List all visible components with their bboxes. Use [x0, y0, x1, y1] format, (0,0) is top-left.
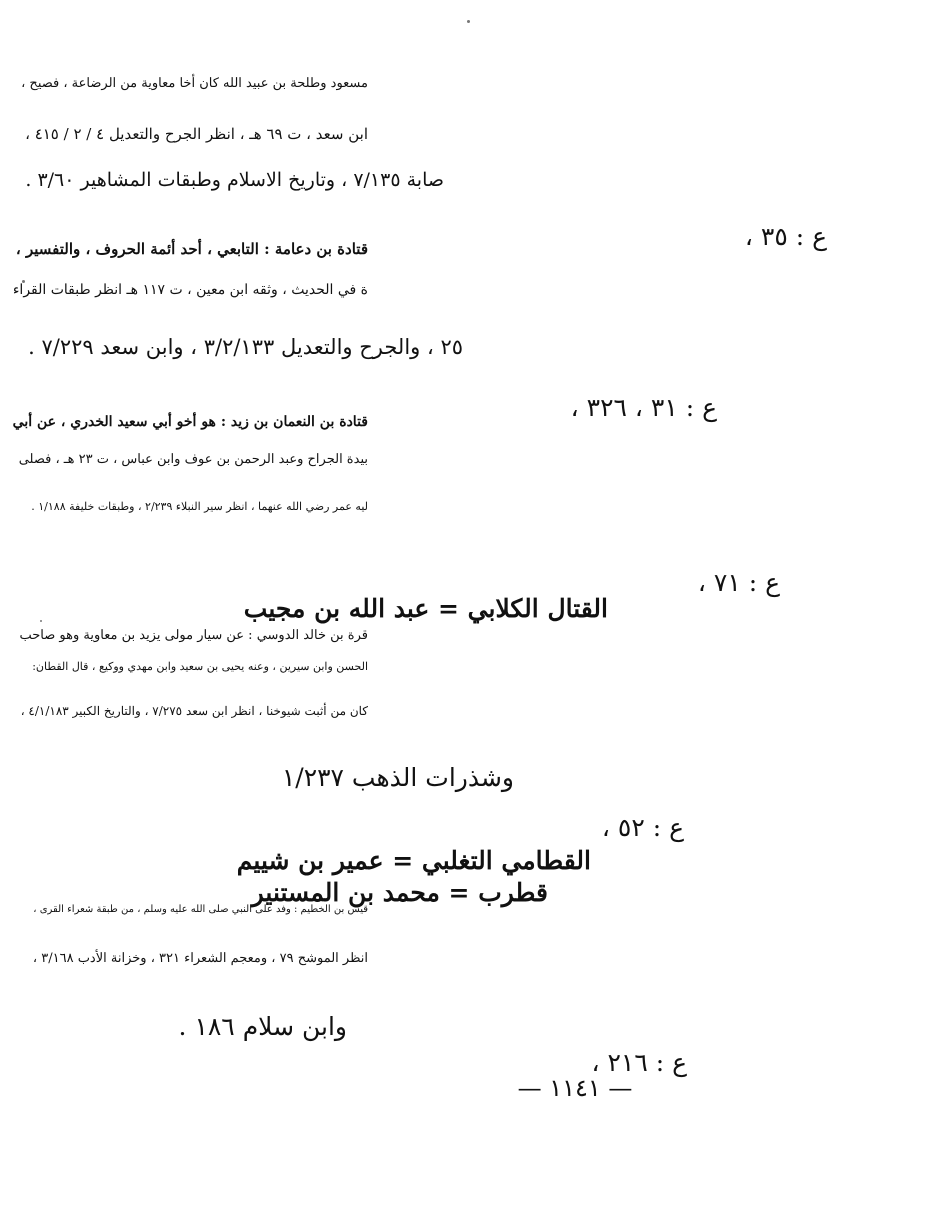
page-number: — ١١٤١ — [517, 1074, 633, 1102]
text-line-3: صابة ٧/١٣٥ ، وتاريخ الاسلام وطبقات المشاهير ٣/٦٠ . [25, 169, 444, 191]
entry-ref-3: ع : ٧١ ، [697, 568, 780, 597]
text-line-10: بيدة الجراح وعبد الرحمن بن عوف وابن عباس ، ت ٢٣ هـ ، فصلى [18, 452, 368, 467]
scan-speck [40, 620, 42, 622]
text-line-1: مسعود وطلحة بن عبيد الله كان أخا معاوية من الرضاعة ، فصيح ، [21, 76, 368, 91]
text-line-2: ابن سعد ، ت ٦٩ هـ ، انظر الجرح والتعديل ٤ / ٢ / ٤١٥ ، [25, 125, 368, 143]
entry-ref-5: ع : ٢١٦ ، [591, 1048, 687, 1077]
entry-heading-qays: قيس بن الخطيم : وفد على النبي صلى الله عليه وسلم ، من طبقة شعراء القرى ، [33, 904, 368, 915]
entry-heading-qatada-numan: قتادة بن النعمان بن زيد : هو أخو أبي سعيد الخدري ، عن أبي [12, 414, 368, 430]
text-line-11: ليه عمر رضي الله عنهما ، انظر سير النبلاء ٢/٢٣٩ ، وطبقات خليفة ١/١٨٨ . [31, 500, 368, 513]
cross-ref-qutrub: قطرب = محمد بن المستنير [251, 878, 548, 907]
text-line-16: كان من أثبت شيوخنا ، انظر ابن سعد ٧/٢٧٥ ، والتاريخ الكبير ٤/١/١٨٣ ، [20, 704, 368, 718]
text-line-7: ٢٥ ، والجرح والتعديل ٣/٢/١٣٣ ، وابن سعد ٧/٢٢٩ . [28, 335, 463, 359]
scan-speck [467, 20, 470, 23]
text-line-23: وابن سلام ١٨٦ . [178, 1012, 347, 1041]
text-line-22: انظر الموشح ٧٩ ، ومعجم الشعراء ٣٢١ ، وخزانة الأدب ٣/١٦٨ ، [32, 951, 368, 966]
text-line-15: الحسن وابن سيرين ، وعنه يحيى بن سعيد وابن مهدي ووكيع ، قال القطان: [32, 660, 368, 673]
entry-ref-2: ع : ٣١ ، ٣٢٦ ، [570, 393, 717, 422]
text-line-6: ة في الحديث ، وثقه ابن معين ، ت ١١٧ هـ انظر طبقات القراء [12, 282, 368, 298]
text-line-17: وشذرات الذهب ١/٢٣٧ [281, 763, 514, 792]
cross-ref-qattal: القتال الكلابي = عبد الله بن مجيب [243, 594, 608, 623]
entry-heading-qurra: قرة بن خالد الدوسي : عن سيار مولى يزيد بن معاوية وهو صاحب [19, 628, 368, 643]
entry-ref-1: ع : ٣٥ ، [744, 222, 827, 251]
cross-ref-qutami: القطامي التغلبي = عمير بن شييم [236, 846, 591, 875]
entry-ref-4: ع : ٥٢ ، [601, 813, 684, 842]
entry-heading-qatada-dia: قتادة بن دعامة : التابعي ، أحد أئمة الحروف ، والتفسير ، [15, 240, 368, 258]
